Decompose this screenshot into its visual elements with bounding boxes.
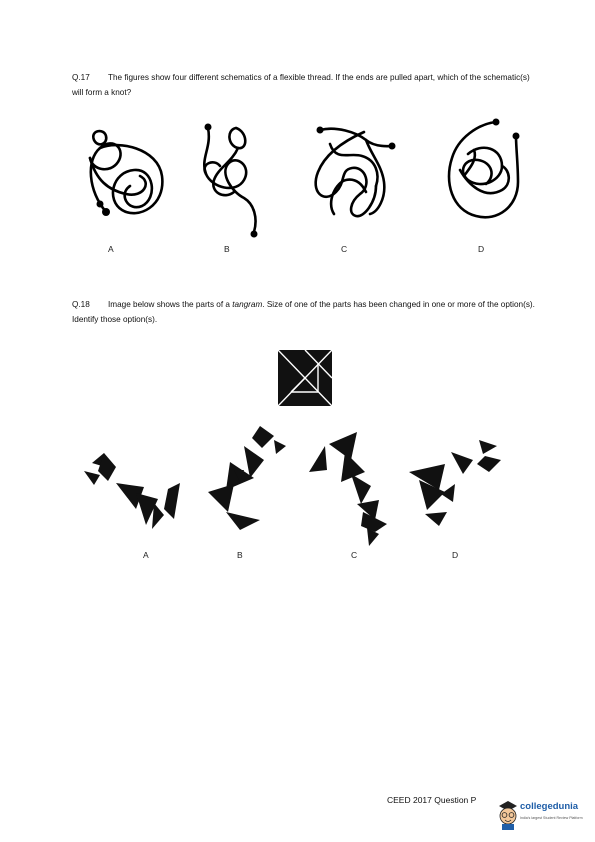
q18-label-c: C bbox=[351, 550, 358, 560]
tangram-option-a bbox=[80, 445, 190, 535]
tangram-reference-square bbox=[278, 350, 332, 406]
footer-exam-title: CEED 2017 Question P bbox=[387, 795, 477, 805]
q18-label-a: A bbox=[143, 550, 149, 560]
q17-label-a: A bbox=[108, 244, 114, 254]
thread-figure-c bbox=[306, 122, 398, 222]
mascot-icon bbox=[497, 800, 519, 830]
question-17-number: Q.17 bbox=[72, 73, 90, 82]
q17-label-b: B bbox=[224, 244, 230, 254]
question-17-body: The figures show four different schematics of a flexible thread. If the ends are pulled apart, which of the schematic(s) will form a knot? bbox=[72, 73, 530, 97]
q17-label-c: C bbox=[341, 244, 348, 254]
q17-label-d: D bbox=[478, 244, 485, 254]
thread-figure-d bbox=[438, 114, 528, 224]
brand-name: collegedunia bbox=[520, 801, 579, 812]
question-18-text bbox=[72, 297, 542, 327]
question-18-number: Q.18 bbox=[72, 300, 90, 309]
tangram-option-c bbox=[305, 428, 400, 550]
question-18-body-end: . Size of one of the parts has been changed in one or more of the option(s). Identify those option(s). bbox=[72, 300, 535, 324]
thread-figure-b bbox=[192, 118, 272, 238]
tangram-option-b bbox=[200, 420, 290, 535]
tangram-option-d bbox=[405, 432, 505, 532]
question-18-body-start: Image below shows the parts of a bbox=[108, 300, 233, 309]
question-18-italic-term: tangram bbox=[232, 300, 263, 309]
question-17-text bbox=[72, 70, 542, 100]
brand-tagline: India's largest Student Review Platform bbox=[520, 816, 583, 820]
q18-label-b: B bbox=[237, 550, 243, 560]
q18-label-d: D bbox=[452, 550, 459, 560]
brand-logo bbox=[497, 800, 595, 836]
thread-figure-a bbox=[78, 120, 178, 230]
